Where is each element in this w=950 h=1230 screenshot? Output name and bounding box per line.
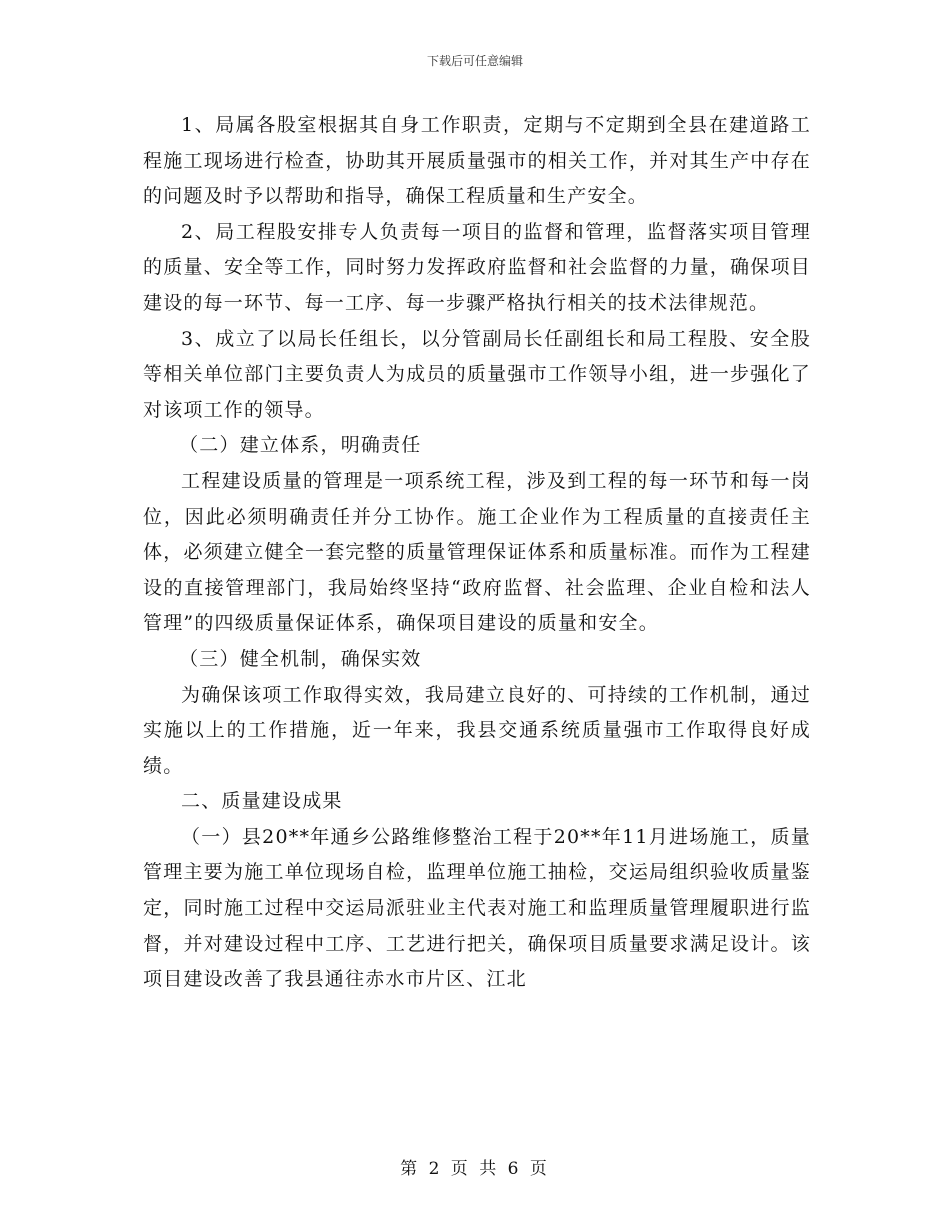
- section-heading-2: （二）建立体系，明确责任: [179, 434, 422, 457]
- paragraph-1: 1、局属各股室根据其自身工作职责，定期与不定期到全县在建道路工程施工现场进行检查，协助其开展质量强市的相关工作，并对其生产中存在的问题及时予以帮助和指导，确保工程质量和生产安全。: [143, 114, 811, 208]
- paragraph-6: （一）县20**年通乡公路维修整治工程于20**年11月进场施工，质量管理主要为施工单位现场自检，监理单位施工抽检，交运局组织验收质量鉴定，同时施工过程中交运局派驻业主代表对施工和监理质量管理履职进行监督，并对建设过程中工序、工艺进行把关，确保项目质量要求满足设计。该项目建设改善了我县通往赤水市片区、江北: [143, 825, 811, 991]
- section-heading-results: 二、质量建设成果: [181, 790, 343, 813]
- paragraph-2: 2、局工程股安排专人负责每一项目的监督和管理，监督落实项目管理的质量、安全等工作，同时努力发挥政府监督和社会监督的力量，确保项目建设的每一环节、每一工序、每一步骤严格执行相关的技术法律规范。: [143, 220, 811, 314]
- section-heading-3: （三）健全机制，确保实效: [179, 647, 422, 670]
- page-number-footer: 第 2 页 共 6 页: [400, 1159, 550, 1179]
- document-body: [143, 108, 811, 998]
- paragraph-4: 工程建设质量的管理是一项系统工程，涉及到工程的每一环节和每一岗位，因此必须明确责任并分工协作。施工企业作为工程质量的直接责任主体，必须建立健全一套完整的质量管理保证体系和质量标准。而作为工程建设的直接管理部门，我局始终坚持“政府监督、社会监理、企业自检和法人管理”的四级质量保证体系，确保项目建设的质量和安全。: [143, 469, 811, 635]
- paragraph-3: 3、成立了以局长任组长，以分管副局长任副组长和局工程股、安全股等相关单位部门主要负责人为成员的质量强市工作领导小组，进一步强化了对该项工作的领导。: [143, 327, 811, 421]
- paragraph-5: 为确保该项工作取得实效，我局建立良好的、可持续的工作机制，通过实施以上的工作措施，近一年来，我县交通系统质量强市工作取得良好成绩。: [143, 683, 811, 777]
- page-header: 下载后可任意编辑: [426, 54, 523, 68]
